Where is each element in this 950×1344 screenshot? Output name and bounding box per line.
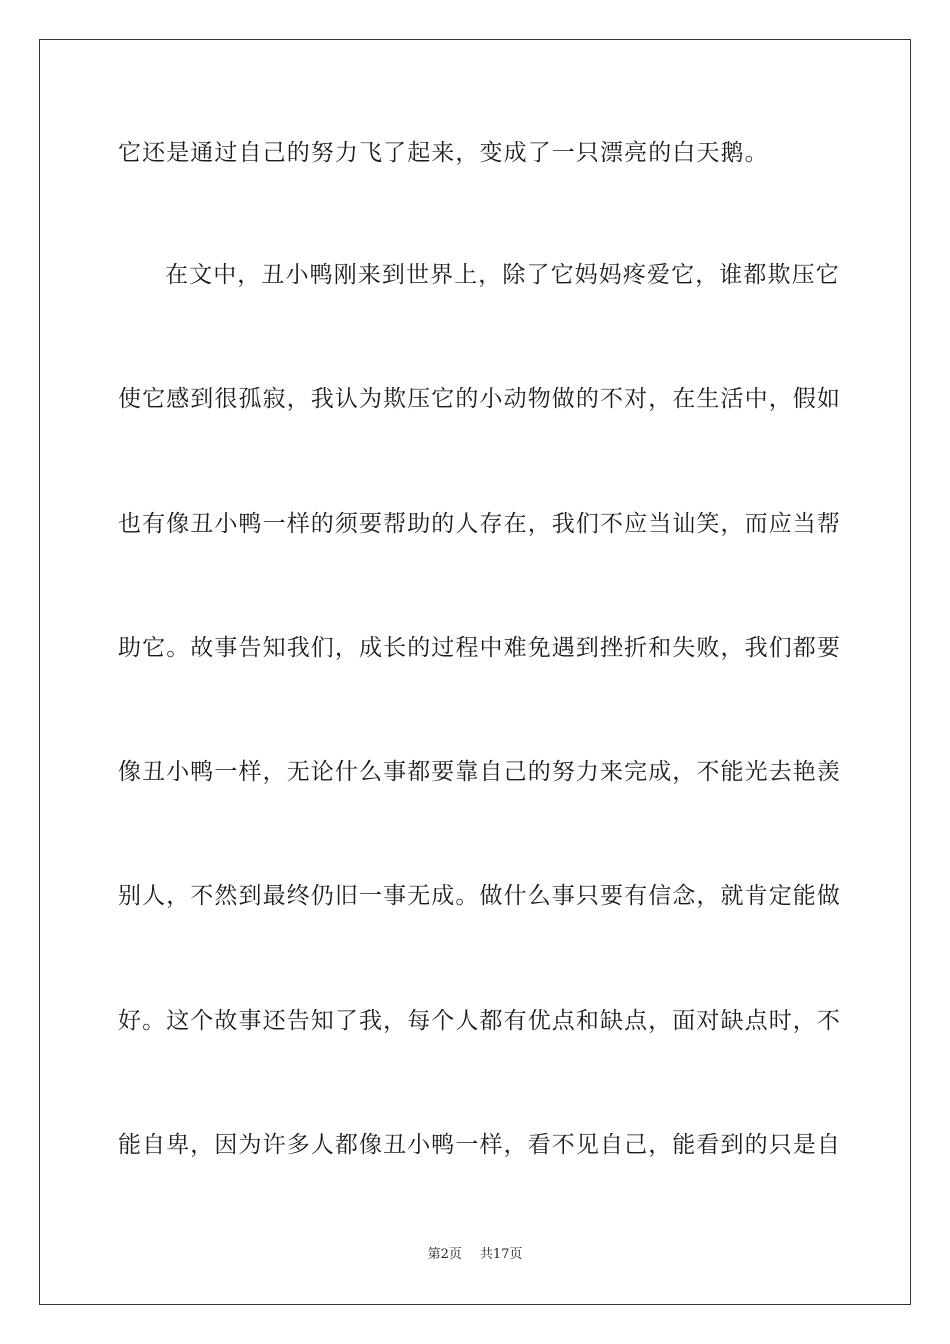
paragraph-line: 好。这个故事还告知了我，每个人都有优点和缺点，面对缺点时，不: [118, 1008, 841, 1034]
page-footer: [0, 1246, 950, 1264]
paragraph-line: 像丑小鸭一样，无论什么事都要靠自己的努力来完成，不能光去艳羡: [118, 759, 841, 785]
paragraph-line: 它还是通过自己的努力飞了起来，变成了一只漂亮的白天鹅。: [118, 140, 769, 166]
paragraph-line: 能自卑，因为许多人都像丑小鸭一样，看不见自己，能看到的只是自: [118, 1132, 841, 1158]
paragraph-line: 助它。故事告知我们，成长的过程中难免遇到挫折和失败，我们都要: [118, 635, 841, 661]
page-number: 第2页: [427, 1247, 462, 1262]
paragraph-line: 别人，不然到最终仍旧一事无成。做什么事只要有信念，就肯定能做: [118, 883, 841, 909]
paragraph-line: 在文中，丑小鸭刚来到世界上，除了它妈妈疼爱它，谁都欺压它: [165, 262, 840, 288]
paragraph-line: 也有像丑小鸭一样的须要帮助的人存在，我们不应当讪笑，而应当帮: [118, 511, 841, 537]
page-total: 共17页: [479, 1247, 523, 1262]
paragraph-line: 使它感到很孤寂，我认为欺压它的小动物做的不对，在生活中，假如: [118, 386, 841, 412]
page-border: [39, 39, 911, 1305]
